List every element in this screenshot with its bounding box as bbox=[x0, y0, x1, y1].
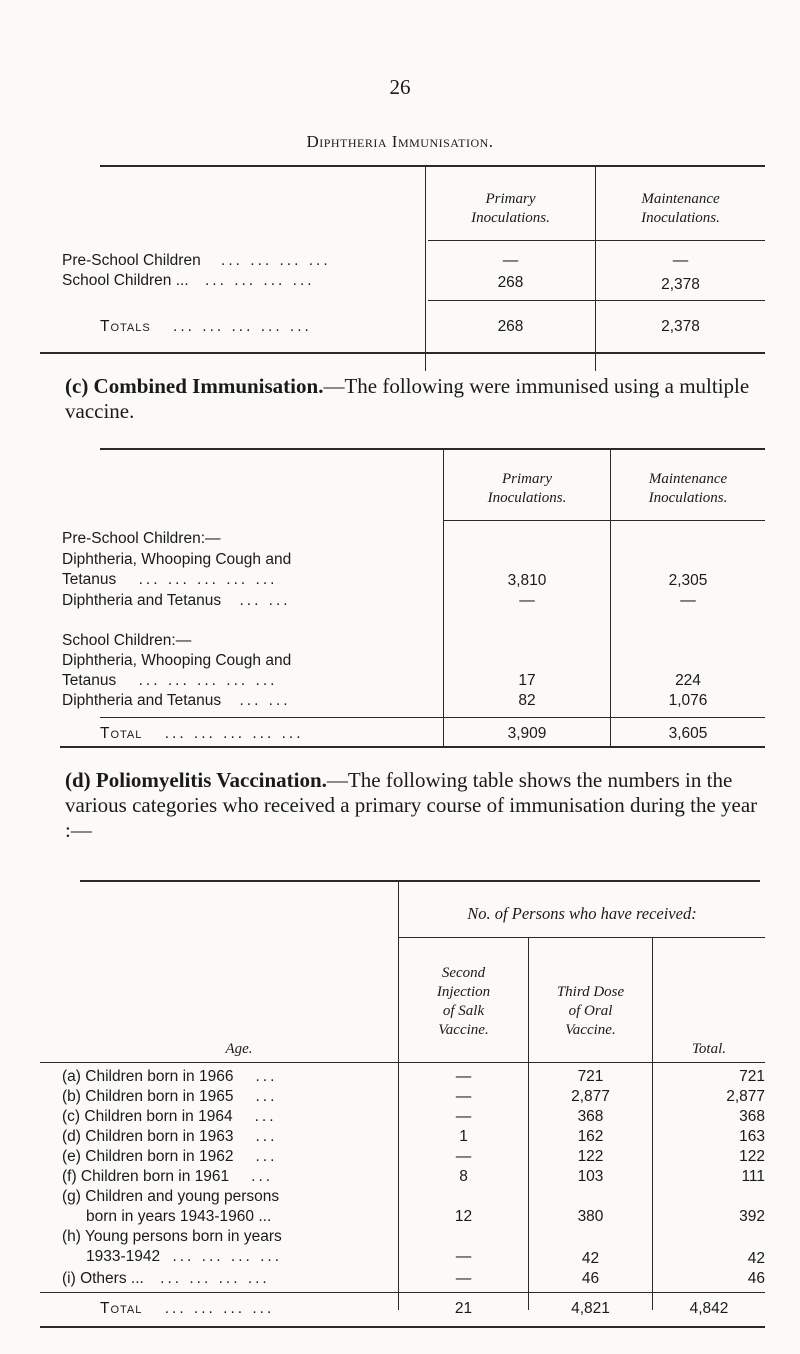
paragraph-poliomyelitis-vaccination bbox=[65, 768, 765, 843]
cell-oral: 162 bbox=[577, 1128, 604, 1145]
row-label: Tetanus bbox=[62, 672, 117, 689]
table-row-label bbox=[62, 1108, 277, 1126]
row-label: (b) Children born in 1965 bbox=[62, 1088, 234, 1105]
cell-maintenance: — bbox=[680, 592, 696, 609]
header-rule bbox=[428, 240, 765, 241]
header-rule bbox=[444, 520, 765, 521]
row-label: (c) Children born in 1964 bbox=[62, 1108, 233, 1125]
row-label: Pre-School Children bbox=[62, 252, 201, 269]
row-label-line1: (h) Young persons born in years bbox=[62, 1228, 282, 1245]
header-primary-inoculations: Primary Inoculations. bbox=[487, 471, 567, 506]
table-row-label bbox=[62, 692, 291, 710]
paragraph-combined-immunisation bbox=[65, 374, 765, 424]
leader-dots: ... bbox=[254, 1108, 277, 1125]
cell-total: 368 bbox=[739, 1108, 765, 1125]
table-rule bbox=[100, 448, 765, 450]
row-label: Diphtheria and Tetanus bbox=[62, 592, 222, 609]
cell-oral: 103 bbox=[577, 1168, 604, 1185]
table-rule bbox=[80, 880, 760, 882]
row-label: (i) Others ... bbox=[62, 1270, 144, 1287]
cell-total: 46 bbox=[747, 1270, 765, 1287]
leader-dots: ... ... bbox=[239, 592, 291, 609]
cell-oral: 2,877 bbox=[571, 1088, 610, 1105]
row-label: (e) Children born in 1962 bbox=[62, 1148, 234, 1165]
cell-primary: — bbox=[519, 592, 535, 609]
section-title: Diphtheria Immunisation. bbox=[306, 132, 494, 151]
header-maintenance-inoculations: Maintenance Inoculations. bbox=[641, 191, 720, 226]
header-age: Age. bbox=[225, 1041, 253, 1057]
table-row-label bbox=[62, 1068, 277, 1086]
table-rule bbox=[40, 1326, 765, 1328]
cell-primary: 3,810 bbox=[507, 572, 547, 589]
table-row-label bbox=[62, 592, 291, 610]
cell-salk: — bbox=[455, 1248, 472, 1265]
header-total: Total. bbox=[691, 1041, 727, 1057]
cell-total-maintenance: 3,605 bbox=[668, 725, 708, 742]
table-row-label bbox=[62, 672, 277, 690]
leader-dots: ... bbox=[255, 1088, 278, 1105]
cell-salk: — bbox=[455, 1148, 472, 1165]
cell-total: 392 bbox=[739, 1208, 765, 1225]
cell-total-maintenance: 2,378 bbox=[661, 318, 700, 335]
cell-oral: 46 bbox=[581, 1270, 600, 1287]
paragraph-text: —The following table shows the numbers in the various categories who received a primary course of immunisation during the year :— bbox=[65, 768, 758, 842]
leader-dots: ... bbox=[251, 1168, 274, 1185]
header-salk-vaccine: Second Injection of Salk Vaccine. bbox=[436, 965, 491, 1038]
cell-salk: 1 bbox=[459, 1128, 468, 1145]
paragraph-lead: (d) Poliomyelitis Vaccination. bbox=[65, 768, 327, 792]
leader-dots: ... bbox=[255, 1148, 278, 1165]
table-row-label bbox=[62, 272, 315, 290]
table-row-label bbox=[62, 1088, 277, 1106]
table-row-label bbox=[62, 1128, 277, 1146]
leader-dots: ... ... ... ... bbox=[160, 1270, 270, 1287]
cell-salk: 8 bbox=[459, 1168, 468, 1185]
table-row-label bbox=[62, 1168, 273, 1186]
cell-primary: 82 bbox=[518, 692, 536, 709]
header-oral-vaccine: Third Dose of Oral Vaccine. bbox=[556, 984, 625, 1038]
total-label: Total bbox=[100, 1300, 143, 1317]
cell-total-primary: 268 bbox=[497, 318, 524, 335]
total-row-label bbox=[100, 1300, 274, 1318]
cell-salk: — bbox=[455, 1088, 472, 1105]
leader-dots: ... ... ... ... bbox=[164, 1300, 275, 1317]
leader-dots: ... bbox=[255, 1128, 278, 1145]
table-rule bbox=[40, 352, 765, 354]
cell-total: 42 bbox=[747, 1250, 765, 1267]
table-rule bbox=[100, 165, 765, 167]
header-primary-inoculations: Primary Inoculations. bbox=[471, 191, 550, 226]
total-rule bbox=[100, 717, 765, 718]
cell-maintenance: — bbox=[672, 252, 689, 269]
cell-total: 721 bbox=[739, 1068, 765, 1085]
cell-total: 111 bbox=[741, 1168, 765, 1185]
table-rule bbox=[60, 746, 765, 748]
leader-dots: ... ... ... ... bbox=[204, 272, 315, 289]
cell-total-total: 4,842 bbox=[689, 1300, 729, 1317]
cell-maintenance: 2,378 bbox=[661, 276, 700, 293]
totals-row-label bbox=[100, 318, 312, 336]
row-label: School Children ... bbox=[62, 272, 189, 289]
cell-salk: — bbox=[455, 1108, 472, 1125]
cell-maintenance: 2,305 bbox=[668, 572, 708, 589]
row-label: (a) Children born in 1966 bbox=[62, 1068, 234, 1085]
cell-total-oral: 4,821 bbox=[571, 1300, 610, 1317]
leader-dots: ... ... ... ... bbox=[172, 1248, 283, 1265]
table-row-label bbox=[86, 1248, 282, 1266]
table-row-label bbox=[62, 571, 277, 589]
row-label: (f) Children born in 1961 bbox=[62, 1168, 230, 1185]
row-label-line1: Diphtheria, Whooping Cough and bbox=[62, 652, 292, 669]
table-row-label bbox=[62, 1148, 277, 1166]
cell-salk: 12 bbox=[454, 1208, 473, 1225]
paragraph-text: —The following were immunised using a multiple vaccine. bbox=[65, 374, 750, 423]
table-row-label bbox=[62, 1270, 270, 1288]
page-number: 26 bbox=[389, 75, 411, 99]
cell-total: 122 bbox=[739, 1148, 765, 1165]
cell-total: 2,877 bbox=[726, 1088, 765, 1105]
leader-dots: ... ... ... ... ... bbox=[173, 318, 312, 335]
total-label: Total bbox=[100, 725, 143, 742]
cell-salk: — bbox=[455, 1068, 472, 1085]
cell-maintenance: 1,076 bbox=[668, 692, 708, 709]
row-label-line1: Diphtheria, Whooping Cough and bbox=[62, 551, 292, 568]
cell-total-salk: 21 bbox=[454, 1300, 473, 1317]
total-rule bbox=[40, 1292, 765, 1293]
totals-label: Totals bbox=[100, 318, 151, 335]
cell-total-primary: 3,909 bbox=[507, 725, 547, 742]
group-header-received: No. of Persons who have received: bbox=[467, 904, 697, 923]
row-label: (d) Children born in 1963 bbox=[62, 1128, 234, 1145]
leader-dots: ... ... ... ... ... bbox=[164, 725, 304, 742]
cell-primary: 268 bbox=[497, 274, 524, 291]
total-rule bbox=[428, 300, 765, 301]
cell-oral: 42 bbox=[581, 1250, 600, 1267]
leader-dots: ... ... ... ... bbox=[221, 252, 331, 269]
header-rule bbox=[40, 1062, 765, 1063]
cell-oral: 122 bbox=[577, 1148, 604, 1165]
row-label: Tetanus bbox=[62, 571, 117, 588]
cell-maintenance: 224 bbox=[675, 672, 701, 689]
paragraph-lead: (c) Combined Immunisation. bbox=[65, 374, 324, 398]
cell-salk: — bbox=[455, 1270, 472, 1287]
leader-dots: ... ... bbox=[239, 692, 291, 709]
cell-total: 163 bbox=[739, 1128, 765, 1145]
cell-oral: 368 bbox=[577, 1108, 604, 1125]
cell-oral: 721 bbox=[577, 1068, 604, 1085]
header-rule bbox=[399, 937, 765, 938]
cell-primary: 17 bbox=[518, 672, 536, 689]
row-label-line1: (g) Children and young persons bbox=[62, 1188, 280, 1205]
group-label-pre-school: Pre-School Children:— bbox=[62, 530, 221, 547]
group-label-school: School Children:— bbox=[62, 632, 192, 649]
total-row-label bbox=[100, 725, 304, 743]
row-label: Diphtheria and Tetanus bbox=[62, 692, 222, 709]
cell-primary: — bbox=[502, 252, 519, 269]
leader-dots: ... ... ... ... ... bbox=[138, 571, 278, 588]
header-maintenance-inoculations: Maintenance Inoculations. bbox=[648, 471, 728, 506]
row-label-line2: born in years 1943-1960 ... bbox=[86, 1208, 272, 1225]
cell-oral: 380 bbox=[577, 1208, 604, 1225]
leader-dots: ... bbox=[255, 1068, 278, 1085]
leader-dots: ... ... ... ... ... bbox=[138, 672, 278, 689]
table-row-label bbox=[62, 252, 331, 270]
row-label: 1933-1942 bbox=[86, 1248, 161, 1265]
